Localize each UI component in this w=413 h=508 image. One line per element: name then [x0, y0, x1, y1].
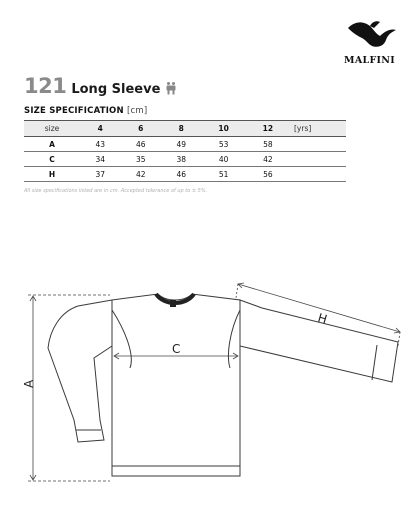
spec-unit: [cm] [126, 106, 148, 116]
table-row [24, 152, 346, 167]
table-row [24, 137, 346, 152]
product-name: Long Sleeve [71, 82, 161, 97]
table-cell: 37 [80, 167, 120, 182]
size-header: 8 [161, 121, 201, 137]
label-h: H [316, 310, 329, 327]
table-cell: 40 [201, 152, 245, 167]
size-header: 12 [246, 121, 290, 137]
table-cell: 42 [246, 152, 290, 167]
size-header: 4 [80, 121, 120, 137]
table-header-row [24, 121, 346, 137]
table-cell: 56 [246, 167, 290, 182]
label-a: A [22, 379, 36, 388]
table-cell-empty [290, 152, 346, 167]
spec-heading-text: SIZE SPECIFICATION [24, 106, 124, 116]
kids-icon [165, 81, 177, 95]
brand-name: MALFINI [344, 55, 395, 66]
table-cell: 43 [80, 137, 120, 152]
size-header: 6 [120, 121, 160, 137]
table-cell: 34 [80, 152, 120, 167]
size-header: 10 [201, 121, 245, 137]
row-label: H [24, 167, 80, 182]
row-label: C [24, 152, 80, 167]
neck-label-icon [170, 300, 176, 307]
table-cell: 51 [201, 167, 245, 182]
table-cell: 35 [120, 152, 160, 167]
table-cell: 38 [161, 152, 201, 167]
label-c: C [172, 342, 181, 356]
table-cell-empty [290, 137, 346, 152]
brand-logo [340, 18, 410, 68]
garment-diagram [0, 270, 413, 500]
table-cell: 46 [161, 167, 201, 182]
table-cell-empty [290, 167, 346, 182]
size-column-label: size [24, 121, 80, 137]
table-cell: 49 [161, 137, 201, 152]
spec-heading [24, 106, 147, 116]
product-number: 121 [24, 74, 67, 98]
tolerance-note: All size specifications listed are in cm. Accepted tolerance of up to ± 5%. [24, 188, 208, 194]
table-cell: 53 [201, 137, 245, 152]
size-table [24, 120, 346, 182]
unit-column-label: [yrs] [290, 121, 346, 137]
table-cell: 58 [246, 137, 290, 152]
table-cell: 46 [120, 137, 160, 152]
row-label: A [24, 137, 80, 152]
table-cell: 42 [120, 167, 160, 182]
bird-logo-icon [346, 18, 398, 50]
product-title [24, 74, 177, 98]
shirt-outline [48, 294, 398, 476]
table-row [24, 167, 346, 182]
